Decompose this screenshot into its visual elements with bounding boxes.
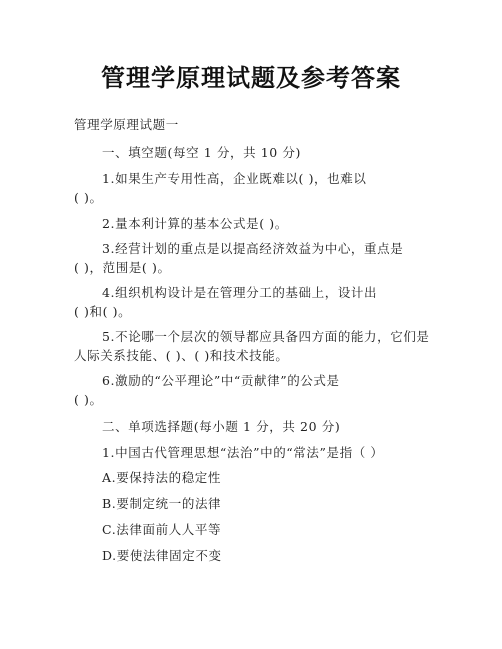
choice-option-d: D.要使法律固定不变 [102,548,222,563]
question-1-line-1: 1.如果生产专用性高，企业既难以( )，也难以 [102,171,367,186]
choice-question-1: 1.中国古代管理思想“法治”中的“常法”是指（ ） [102,445,384,460]
question-3-line-2: ( )，范围是( )。 [74,260,171,275]
question-5-line-2: 人际关系技能、( )、( )和技术技能。 [74,348,289,363]
exam-subtitle: 管理学原理试题一 [74,117,179,132]
document-title: 管理学原理试题及参考答案 [101,64,401,92]
question-2: 2.量本利计算的基本公式是( )。 [102,216,288,231]
question-1-line-2: ( )。 [74,190,103,205]
question-6-line-2: ( )。 [74,392,103,407]
question-3-line-1: 3.经营计划的重点是以提高经济效益为中心，重点是 [102,241,404,256]
choice-option-c: C.法律面前人人平等 [102,522,222,537]
section-heading-fill-blank: 一、填空题(每空 1 分，共 10 分) [102,145,302,160]
question-5-line-1: 5.不论哪一个层次的领导都应具备四方面的能力，它们是 [102,329,430,344]
question-6-line-1: 6.激励的“公平理论”中“贡献律”的公式是 [102,373,340,388]
choice-option-b: B.要制定统一的法律 [102,496,222,511]
question-4-line-2: ( )和( )。 [74,304,132,319]
question-4-line-1: 4.组织机构设计是在管理分工的基础上，设计出 [102,285,378,300]
choice-option-a: A.要保持法的稳定性 [102,470,222,485]
section-heading-single-choice: 二、单项选择题(每小题 1 分，共 20 分) [102,419,341,434]
